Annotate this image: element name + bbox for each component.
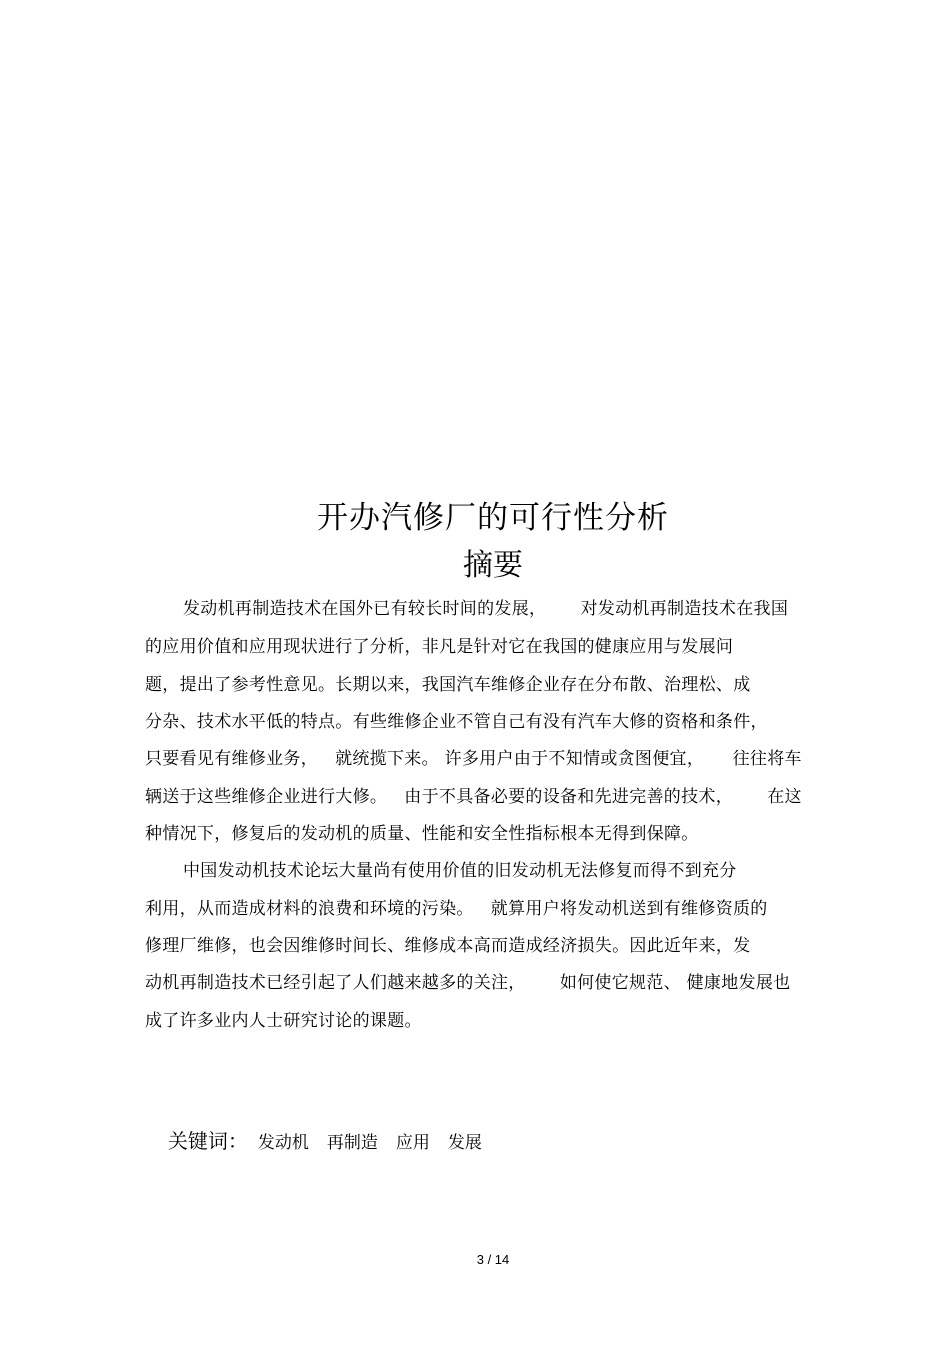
keywords-label: 关键词：: [167, 1129, 248, 1153]
keywords-line: [145, 1102, 482, 1182]
keyword: 发展: [447, 1133, 482, 1153]
text-line: 的应用价值和应用现状进行了分析，非凡是针对它在我国的健康应用与发展问: [145, 637, 734, 657]
text-line: 种情况下，修复后的发动机的质量、性能和安全性指标根本无得到保障。: [145, 824, 699, 844]
text-line: 动机再制造技术已经引起了人们越来越多的关注， 如何使它规范、 健康地发展也: [145, 973, 791, 993]
text-line: 成了许多业内人士研究讨论的课题。: [145, 1011, 422, 1031]
text-line: 利用，从而造成材料的浪费和环境的污染。 就算用户将发动机送到有维修资质的: [145, 899, 768, 919]
text-line: 修理厂维修，也会因维修时间长、维修成本高而造成经济损失。因此近年来，发: [145, 936, 751, 956]
text-line: 发动机再制造技术在国外已有较长时间的发展， 对发动机再制造技术在我国: [183, 599, 789, 619]
text-line: 辆送于这些维修企业进行大修。 由于不具备必要的设备和先进完善的技术， 在这: [145, 787, 802, 807]
keyword: 再制造: [326, 1133, 378, 1153]
keyword: 发动机: [257, 1133, 309, 1153]
text-line: 只要看见有维修业务， 就统揽下来。 许多用户由于不知情或贪图便宜， 往往将车: [145, 749, 802, 769]
abstract-heading: 摘要: [463, 548, 523, 583]
text-line: 分杂、技术水平低的特点。有些维修企业不管自己有没有汽车大修的资格和条件，: [145, 712, 768, 732]
text-line: 中国发动机技术论坛大量尚有使用价值的旧发动机无法修复而得不到充分: [183, 861, 737, 881]
document-title: 开办汽修厂的可行性分析: [317, 500, 669, 536]
text-line: 题，提出了参考性意见。长期以来，我国汽车维修企业存在分布散、治理松、成: [145, 675, 751, 695]
page-number: 3 / 14: [476, 1252, 510, 1267]
keyword: 应用: [395, 1133, 430, 1153]
